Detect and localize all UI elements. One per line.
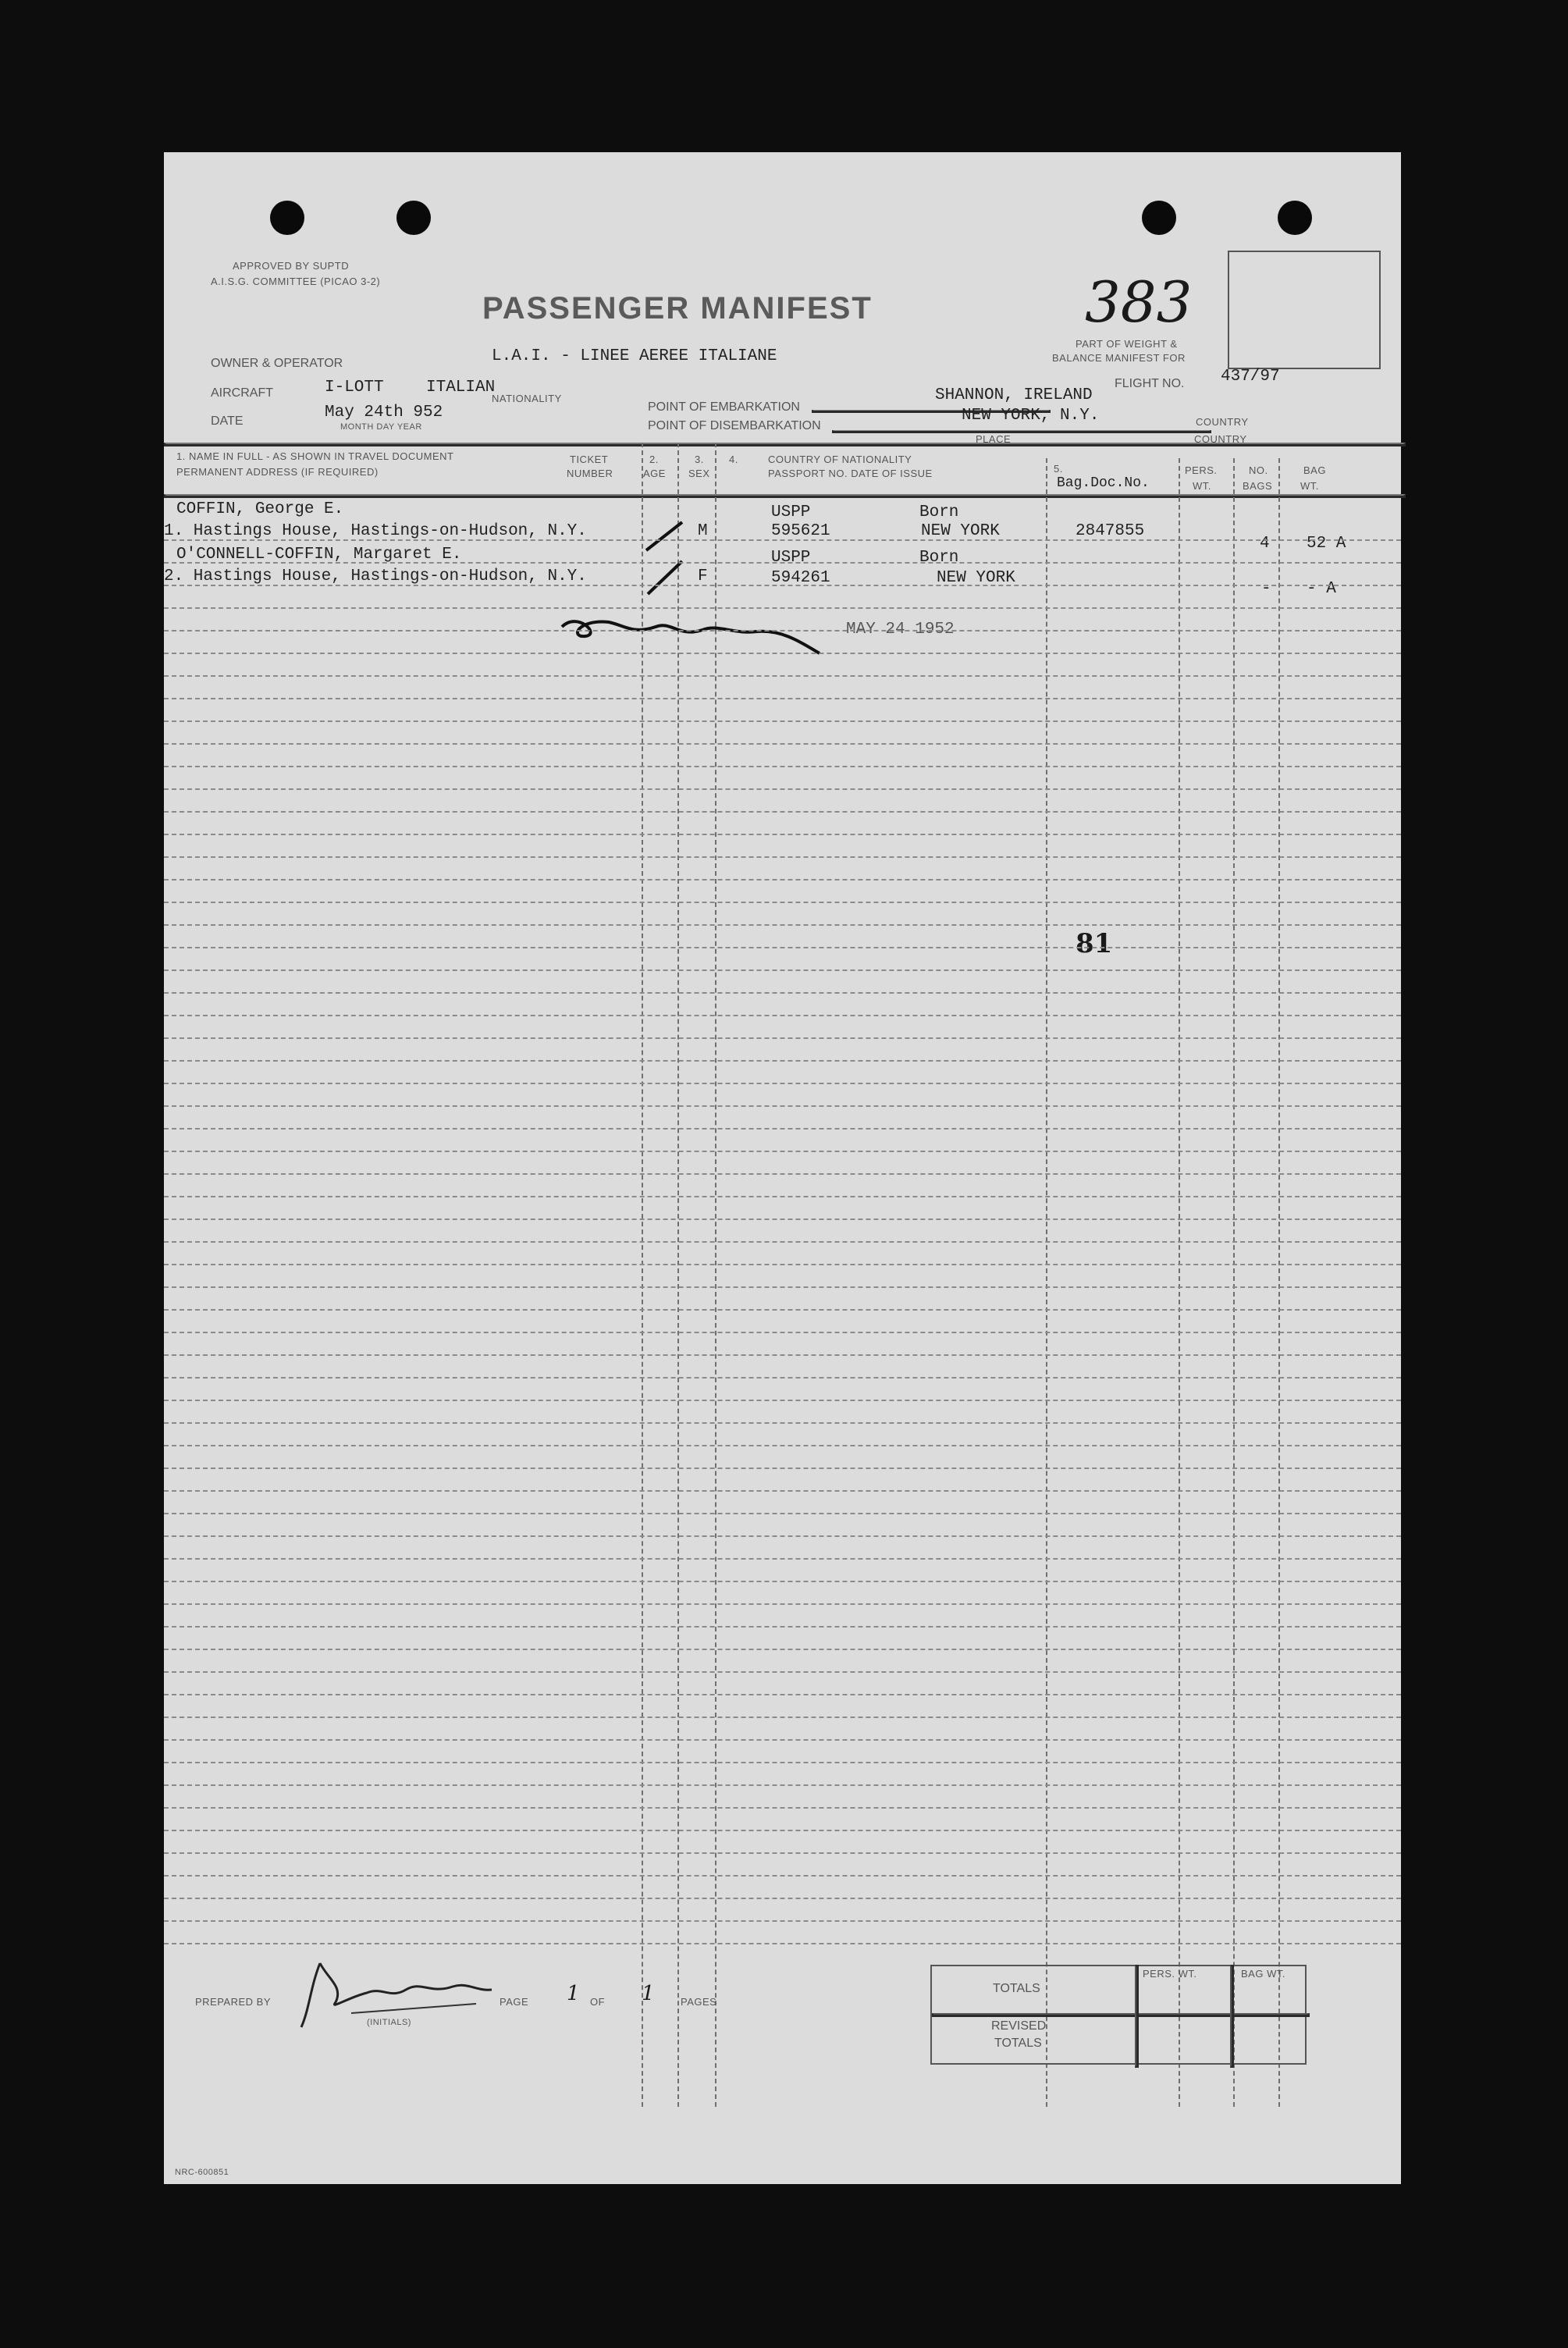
row-rule xyxy=(164,1286,1401,1288)
row-rule xyxy=(164,1581,1401,1582)
row-rule xyxy=(164,1513,1401,1514)
passenger-2-bags: - xyxy=(1261,580,1271,598)
initials-label: (INITIALS) xyxy=(367,2018,411,2027)
row-rule xyxy=(164,1015,1401,1016)
passenger-2-bagwt: - A xyxy=(1307,580,1336,598)
passenger-2-sex: F xyxy=(698,567,708,585)
row-rule xyxy=(164,698,1401,699)
header-top-rule xyxy=(164,443,1406,446)
passenger-1-nat: USPP xyxy=(771,503,811,521)
col-rule-bagdoc xyxy=(1046,458,1047,2107)
row-rule xyxy=(164,1422,1401,1424)
row-rule xyxy=(164,1490,1401,1492)
row-rule xyxy=(164,1196,1401,1197)
totals-col-2 xyxy=(1230,1965,1234,2068)
punch-hole xyxy=(1142,201,1176,235)
col-nat-header-2: PASSPORT NO. DATE OF ISSUE xyxy=(768,468,933,479)
col-nat-num: 4. xyxy=(729,454,738,465)
row-rule xyxy=(164,1694,1401,1695)
totals-pers-wt: PERS. WT. xyxy=(1143,1968,1197,1980)
row-rule xyxy=(164,834,1401,835)
disembarkation-label: POINT OF DISEMBARKATION xyxy=(648,419,821,432)
col-rule-ticket xyxy=(642,443,643,2107)
totals-bag-wt: BAG WT. xyxy=(1241,1968,1285,1980)
row-rule xyxy=(164,1332,1401,1333)
row-rule xyxy=(164,1400,1401,1401)
col-bagdoc-header: Bag.Doc.No. xyxy=(1057,475,1150,491)
date-sub-labels: MONTH DAY YEAR xyxy=(340,422,422,432)
row-rule xyxy=(164,1603,1401,1605)
of-label: OF xyxy=(590,1996,606,2008)
punch-hole xyxy=(270,201,304,235)
aircraft-label: AIRCRAFT xyxy=(211,386,273,400)
totals-col-1 xyxy=(1135,1965,1139,2068)
passenger-2-passport: 594261 xyxy=(771,569,830,587)
col-pers-header-2: WT. xyxy=(1193,480,1211,492)
row-rule xyxy=(164,1898,1401,1899)
col-address-header: PERMANENT ADDRESS (IF REQUIRED) xyxy=(176,466,379,478)
row-rule xyxy=(164,788,1401,790)
row-rule xyxy=(164,992,1401,994)
row-rule xyxy=(164,630,1401,631)
form-footer-code: NRC-600851 xyxy=(175,2168,229,2177)
row-rule xyxy=(164,675,1401,677)
row-rule xyxy=(164,1920,1401,1922)
totals-label: TOTALS xyxy=(993,1982,1040,1995)
col-age-header: 2. xyxy=(649,454,659,465)
row-rule xyxy=(164,1943,1401,1944)
totals-divider xyxy=(932,2013,1310,2017)
row-rule xyxy=(164,1105,1401,1107)
col-ticket-header: TICKET xyxy=(570,454,609,465)
row-rule xyxy=(164,1309,1401,1311)
nationality-value: ITALIAN xyxy=(426,379,496,397)
embarkation-label: POINT OF EMBARKATION xyxy=(648,400,800,414)
row-rule xyxy=(164,1558,1401,1560)
row-rule xyxy=(164,902,1401,903)
date-label: DATE xyxy=(211,414,244,428)
row-rule xyxy=(164,811,1401,813)
row-rule xyxy=(164,1083,1401,1084)
form-title: PASSENGER MANIFEST xyxy=(482,291,873,326)
row-rule xyxy=(164,1037,1401,1039)
passenger-1-nat-detail: Born xyxy=(919,503,959,521)
row-rule xyxy=(164,1762,1401,1763)
row-rule xyxy=(164,1060,1401,1062)
approval-line-2: A.I.S.G. COMMITTEE (PICAO 3-2) xyxy=(211,276,381,287)
revised-label: REVISED xyxy=(991,2019,1047,2033)
row-rule xyxy=(164,1354,1401,1356)
row-rule xyxy=(164,1264,1401,1265)
row-rule xyxy=(164,720,1401,722)
col-5-num: 5. xyxy=(1054,463,1063,475)
row-rule xyxy=(164,607,1401,609)
passenger-2-nat-detail: Born xyxy=(919,549,959,567)
country-label: COUNTRY xyxy=(1196,416,1249,428)
col-bagwt-header-2: WT. xyxy=(1300,480,1319,492)
disembark-underline xyxy=(832,430,1211,433)
row-rule xyxy=(164,539,1401,541)
row-rule xyxy=(164,1128,1401,1130)
date-value: May 24th 952 xyxy=(325,404,443,422)
col-pers-header: PERS. xyxy=(1185,464,1218,476)
manifest-sheet xyxy=(164,152,1401,2184)
row-rule xyxy=(164,585,1401,586)
row-rule xyxy=(164,1717,1401,1718)
passenger-2-nat: USPP xyxy=(771,549,811,567)
row-rule xyxy=(164,1649,1401,1650)
part-of-line-2: BALANCE MANIFEST FOR xyxy=(1052,352,1186,364)
received-date-stamp: MAY 24 1952 xyxy=(846,621,955,639)
flight-value: 437/97 xyxy=(1221,368,1280,386)
disembarkation-value: NEW YORK, N.Y. xyxy=(962,407,1100,425)
page-stamp-number: 81 xyxy=(1076,928,1113,959)
col-rule-pers xyxy=(1179,458,1180,2107)
row-rule xyxy=(164,653,1401,654)
row-rule xyxy=(164,743,1401,745)
header-bottom-rule xyxy=(164,494,1406,498)
row-rule xyxy=(164,1445,1401,1446)
row-rule xyxy=(164,1830,1401,1831)
prepared-label: PREPARED BY xyxy=(195,1996,272,2008)
revised-label-2: TOTALS xyxy=(994,2037,1042,2050)
row-rule xyxy=(164,1852,1401,1854)
passenger-1-address: 1. Hastings House, Hastings-on-Hudson, N.Y. xyxy=(164,522,587,540)
row-rule xyxy=(164,1377,1401,1379)
row-rule xyxy=(164,1671,1401,1673)
passenger-2-address: 2. Hastings House, Hastings-on-Hudson, N.Y. xyxy=(164,567,587,585)
page-total: 1 xyxy=(642,1982,655,2005)
row-rule xyxy=(164,1218,1401,1220)
passenger-1-bags: 4 xyxy=(1260,535,1270,553)
country-label-2: COUNTRY xyxy=(1194,433,1247,445)
passenger-1-issue: NEW YORK xyxy=(921,522,1000,540)
embarkation-value: SHANNON, IRELAND xyxy=(935,386,1093,404)
punch-hole xyxy=(396,201,431,235)
col-bags-header-2: BAGS xyxy=(1243,480,1273,492)
passenger-1-name: COFFIN, George E. xyxy=(176,500,344,518)
page-label: PAGE xyxy=(500,1996,529,2008)
passenger-2-issue: NEW YORK xyxy=(937,569,1015,587)
passenger-1-passport: 595621 xyxy=(771,522,830,540)
col-rule-sex xyxy=(715,443,716,2107)
sheet-number: 383 xyxy=(1085,269,1193,335)
row-rule xyxy=(164,1784,1401,1786)
col-ticket-header-2: NUMBER xyxy=(567,468,613,479)
row-rule xyxy=(164,1535,1401,1537)
col-sex-header: 3. xyxy=(695,454,704,465)
passenger-1-bagdoc: 2847855 xyxy=(1076,522,1145,540)
row-rule xyxy=(164,879,1401,880)
row-rule xyxy=(164,1626,1401,1628)
col-bags-header: NO. xyxy=(1249,464,1268,476)
owner-value: L.A.I. - LINEE AEREE ITALIANE xyxy=(492,347,777,365)
col-rule-bagwt xyxy=(1278,458,1280,2107)
row-rule xyxy=(164,766,1401,767)
col-sex-header-2: SEX xyxy=(688,468,710,479)
stamp-box xyxy=(1228,251,1381,369)
punch-hole xyxy=(1278,201,1312,235)
row-rule xyxy=(164,947,1401,948)
col-rule-age xyxy=(677,443,679,2107)
row-rule xyxy=(164,1151,1401,1152)
col-bagwt-header: BAG xyxy=(1303,464,1326,476)
row-rule xyxy=(164,1468,1401,1469)
col-nat-header: COUNTRY OF NATIONALITY xyxy=(768,454,912,465)
row-rule xyxy=(164,562,1401,564)
passenger-1-bagwt: 52 A xyxy=(1307,535,1346,553)
passenger-2-name: O'CONNELL-COFFIN, Margaret E. xyxy=(176,546,462,564)
aircraft-value: I-LOTT xyxy=(325,379,384,397)
row-rule xyxy=(164,1807,1401,1809)
approval-line-1: APPROVED BY SUPTD xyxy=(233,260,350,272)
place-label: PLACE xyxy=(976,433,1012,445)
row-rule xyxy=(164,856,1401,858)
page-number: 1 xyxy=(567,1982,580,2005)
col-name-header: 1. NAME IN FULL - AS SHOWN IN TRAVEL DOCUMENT xyxy=(176,450,454,462)
col-age-header-2: AGE xyxy=(643,468,666,479)
owner-label: OWNER & OPERATOR xyxy=(211,357,343,370)
row-rule xyxy=(164,1739,1401,1741)
pages-label: PAGES xyxy=(681,1996,717,2008)
row-rule xyxy=(164,1173,1401,1175)
row-rule xyxy=(164,1241,1401,1243)
passenger-1-sex: M xyxy=(698,522,708,540)
part-of-line-1: PART OF WEIGHT & xyxy=(1076,338,1178,350)
col-rule-bags xyxy=(1233,458,1235,2107)
flight-label: FLIGHT NO. xyxy=(1115,377,1185,390)
row-rule xyxy=(164,924,1401,926)
row-rule xyxy=(164,969,1401,971)
nationality-label: NATIONALITY xyxy=(492,393,562,404)
row-rule xyxy=(164,1875,1401,1877)
